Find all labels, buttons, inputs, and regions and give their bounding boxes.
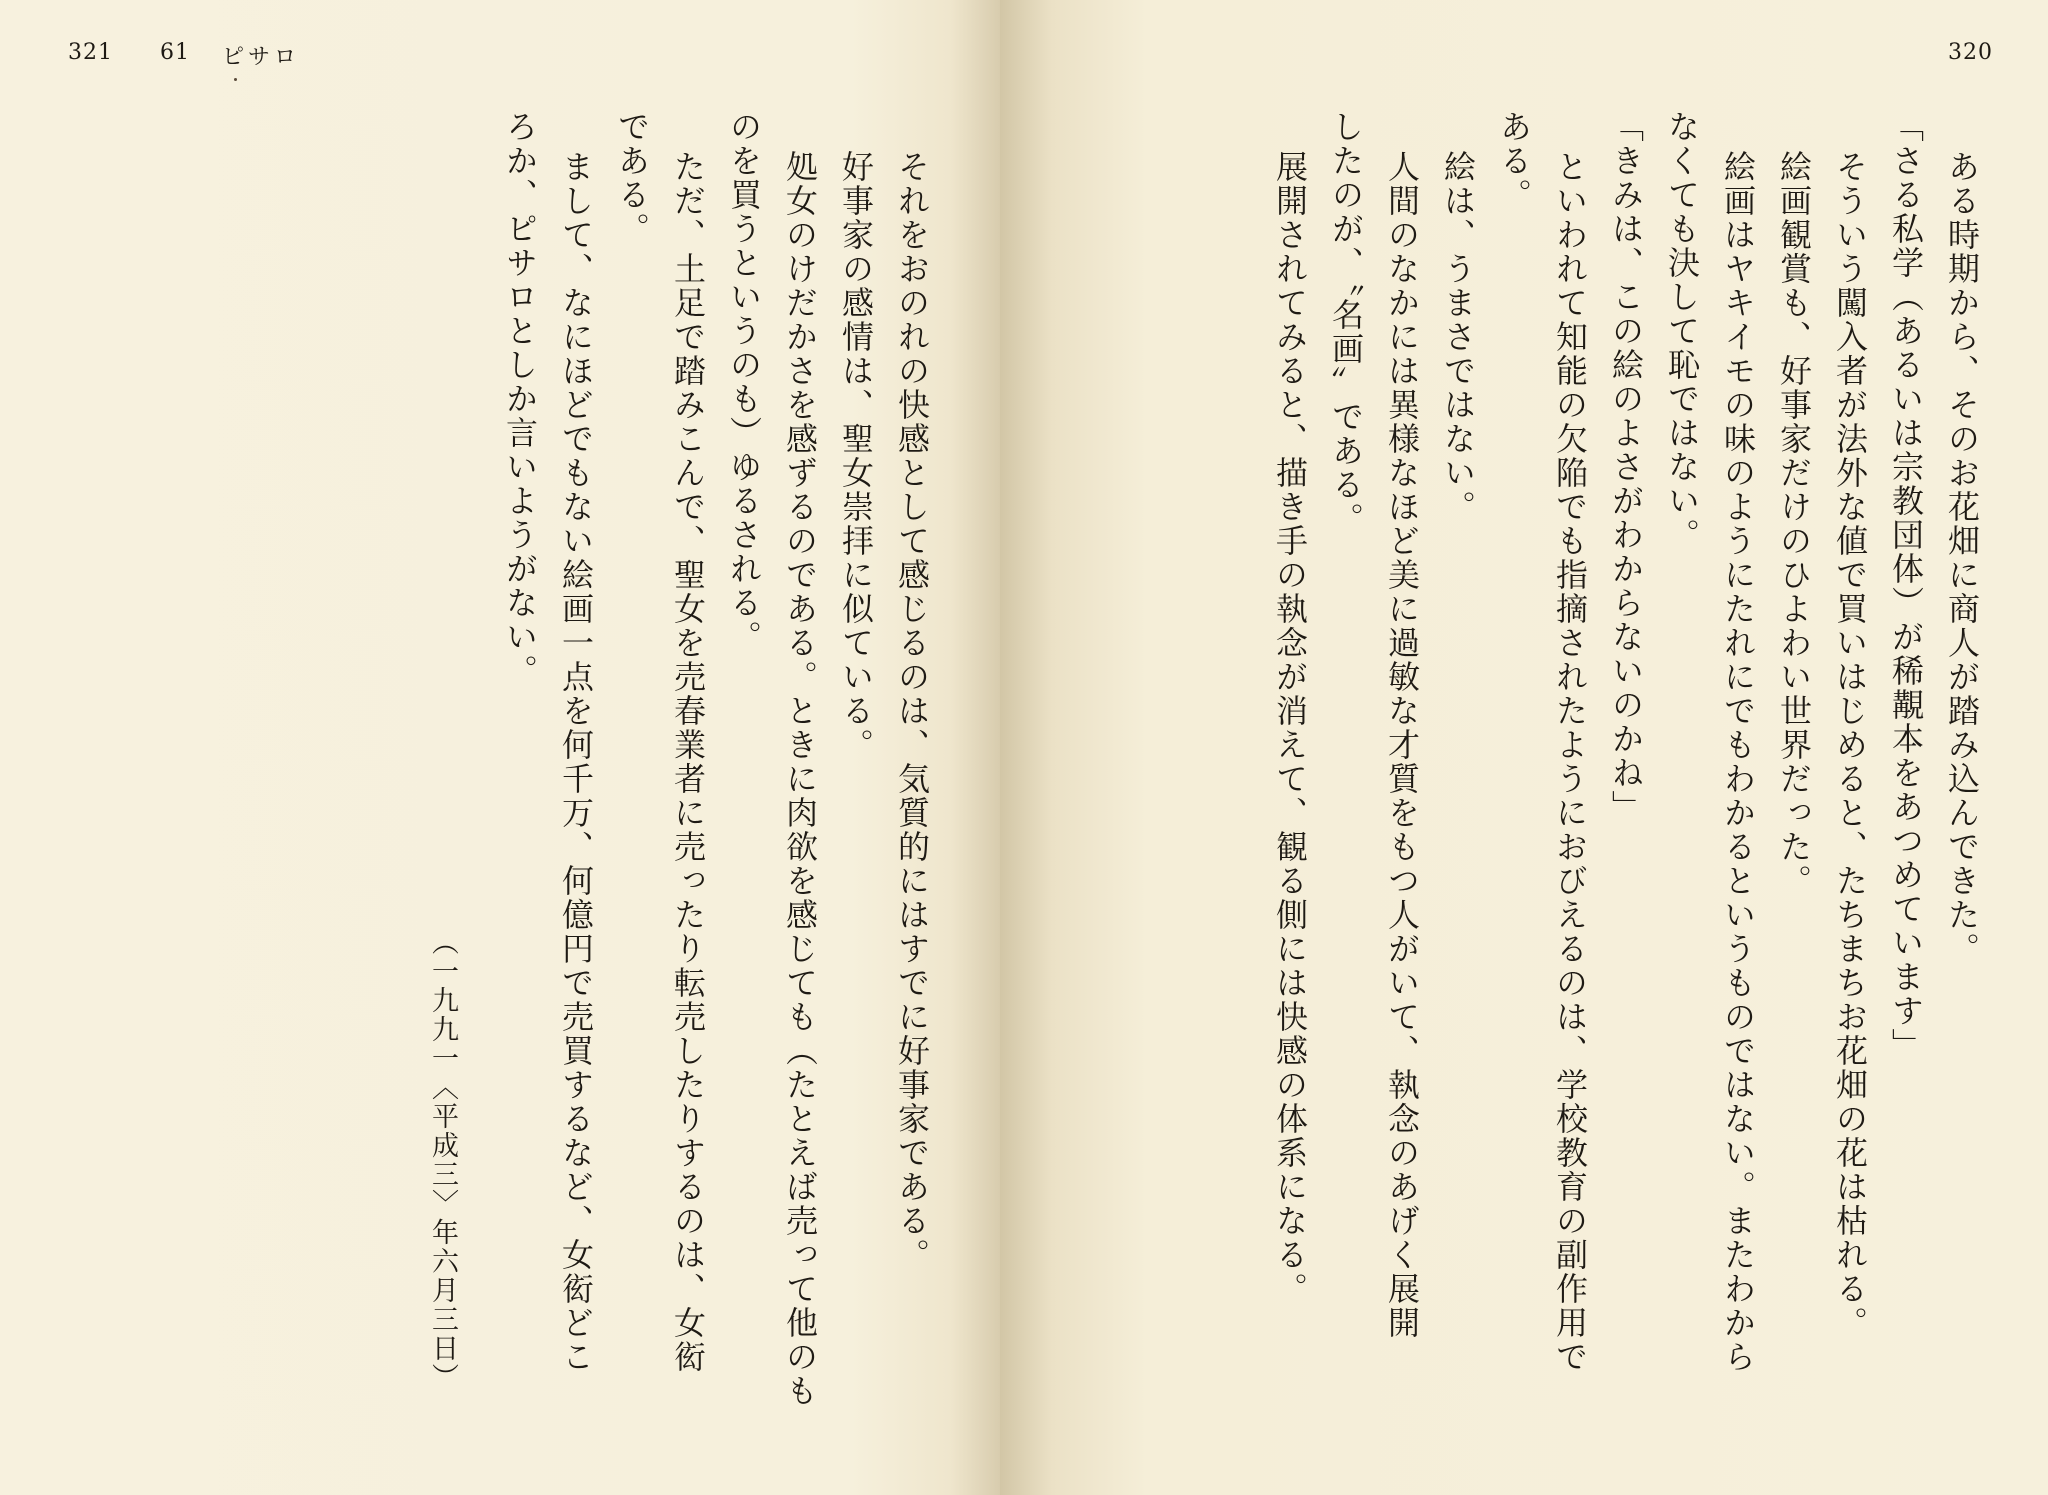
page-speck xyxy=(234,78,237,81)
text-column: それをおのれの快感として感じるのは、気質的にはすでに好事家である。 xyxy=(893,150,931,1272)
text-column: である。 xyxy=(613,110,651,246)
chapter-title: ピサロ xyxy=(222,45,301,70)
text-column: なくても決して恥ではない。 xyxy=(1663,110,1701,552)
text-column: 展開されてみると、描き手の執念が消えて、観る側には快感の体系になる。 xyxy=(1271,150,1309,1306)
text-column: 「きみは、この絵のよさがわからないのかね」 xyxy=(1607,110,1645,824)
text-column: ある。 xyxy=(1495,110,1533,212)
chapter-number: 61 xyxy=(160,40,190,65)
left-page-number: 321 xyxy=(68,40,113,65)
text-column: したのが、〝名画〟である。 xyxy=(1327,110,1365,536)
right-page xyxy=(1000,0,2048,1495)
text-column: ある時期から、そのお花畑に商人が踏み込んできた。 xyxy=(1943,150,1981,966)
text-column: 「さる私学（あるいは宗教団体）が稀覯本をあつめています」 xyxy=(1887,110,1925,1062)
text-column: 絵画はヤキイモの味のようにたれにでもわかるというものではない。またわから xyxy=(1719,150,1757,1374)
text-column: 絵は、うまさではない。 xyxy=(1439,150,1477,524)
text-column: ただ、土足で踏みこんで、聖女を売春業者に売ったり転売したりするのは、女衒 xyxy=(669,150,707,1374)
text-column: 絵画観賞も、好事家だけのひよわい世界だった。 xyxy=(1775,150,1813,898)
text-column: 人間のなかには異様なほど美に過敏な才質をもつ人がいて、執念のあげく展開 xyxy=(1383,150,1421,1340)
text-column: そういう闖入者が法外な値で買いはじめると、たちまちお花畑の花は枯れる。 xyxy=(1831,150,1869,1340)
text-column: ろか、ピサロとしか言いようがない。 xyxy=(501,110,539,688)
left-page xyxy=(0,0,1000,1495)
dateline: （一九九一〈平成三〉年六月三日） xyxy=(427,928,458,1392)
text-column: のを買うというのも）ゆるされる。 xyxy=(725,110,763,654)
text-column: 処女のけだかさを感ずるのである。ときに肉欲を感じても（たとえば売って他のも xyxy=(781,150,819,1408)
text-column: まして、なにほどでもない絵画一点を何千万、何億円で売買するなど、女衒どこ xyxy=(557,150,595,1374)
text-column: 好事家の感情は、聖女崇拝に似ている。 xyxy=(837,150,875,762)
right-page-number: 320 xyxy=(1948,40,1993,65)
text-column: といわれて知能の欠陥でも指摘されたようにおびえるのは、学校教育の副作用で xyxy=(1551,150,1589,1374)
